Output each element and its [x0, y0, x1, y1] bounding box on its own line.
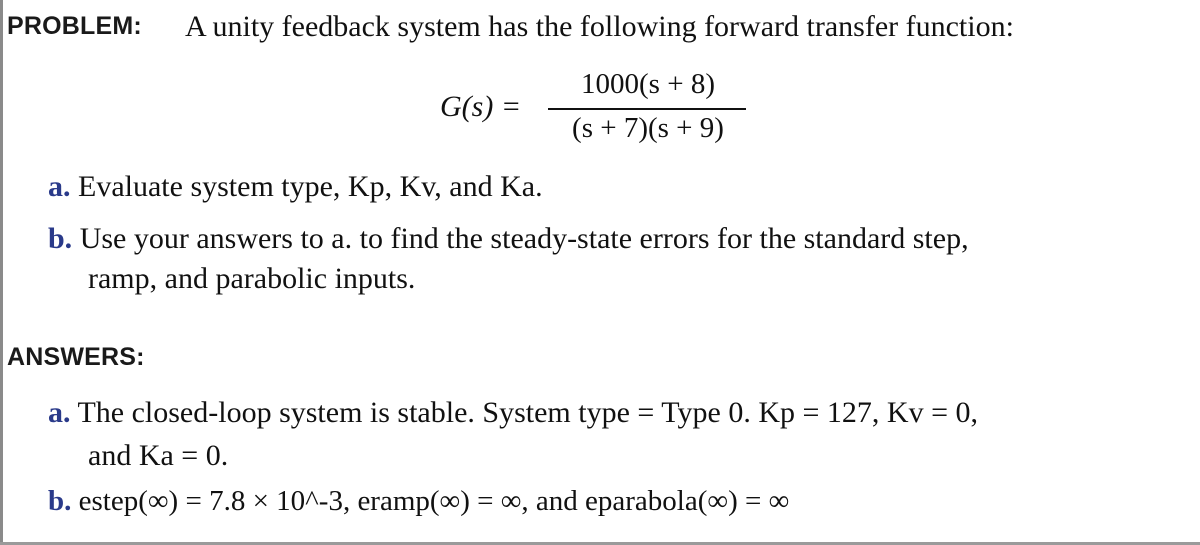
answer-b-text: estep(∞) = 7.8 × 10^-3, eramp(∞) = ∞, and eparabola(∞) = ∞ [78, 485, 790, 517]
equation-denominator: (s + 7)(s + 9) [572, 112, 724, 144]
transfer-function-equation [440, 66, 760, 156]
problem-part-a [48, 170, 543, 204]
part-a-marker: a. [48, 170, 71, 203]
part-b-marker: b. [48, 222, 73, 255]
answer-a-line1: The closed-loop system is stable. System type = Type 0. Kp = 127, Kv = 0, [77, 396, 978, 429]
problem-heading: PROBLEM: [7, 12, 142, 40]
part-a-text: Evaluate system type, Kp, Kv, and Ka. [78, 170, 543, 203]
left-border [0, 0, 3, 545]
answer-a-line2: and Ka = 0. [88, 439, 229, 472]
problem-part-b-line2: ramp, and parabolic inputs. [88, 262, 416, 295]
problem-intro: A unity feedback system has the following forward transfer function: [185, 10, 1014, 43]
answer-a [48, 396, 978, 430]
answer-b-marker: b. [48, 485, 72, 517]
part-b-line1: Use your answers to a. to find the steady-state errors for the standard step, [79, 222, 969, 255]
problem-part-b [48, 222, 969, 256]
equation-numerator: 1000(s + 8) [581, 68, 715, 100]
answers-heading: ANSWERS: [7, 343, 145, 371]
equation-lhs: G(s) = [440, 90, 522, 123]
answer-a-marker: a. [48, 396, 71, 429]
fraction-bar [548, 108, 746, 110]
answer-b [48, 485, 789, 518]
